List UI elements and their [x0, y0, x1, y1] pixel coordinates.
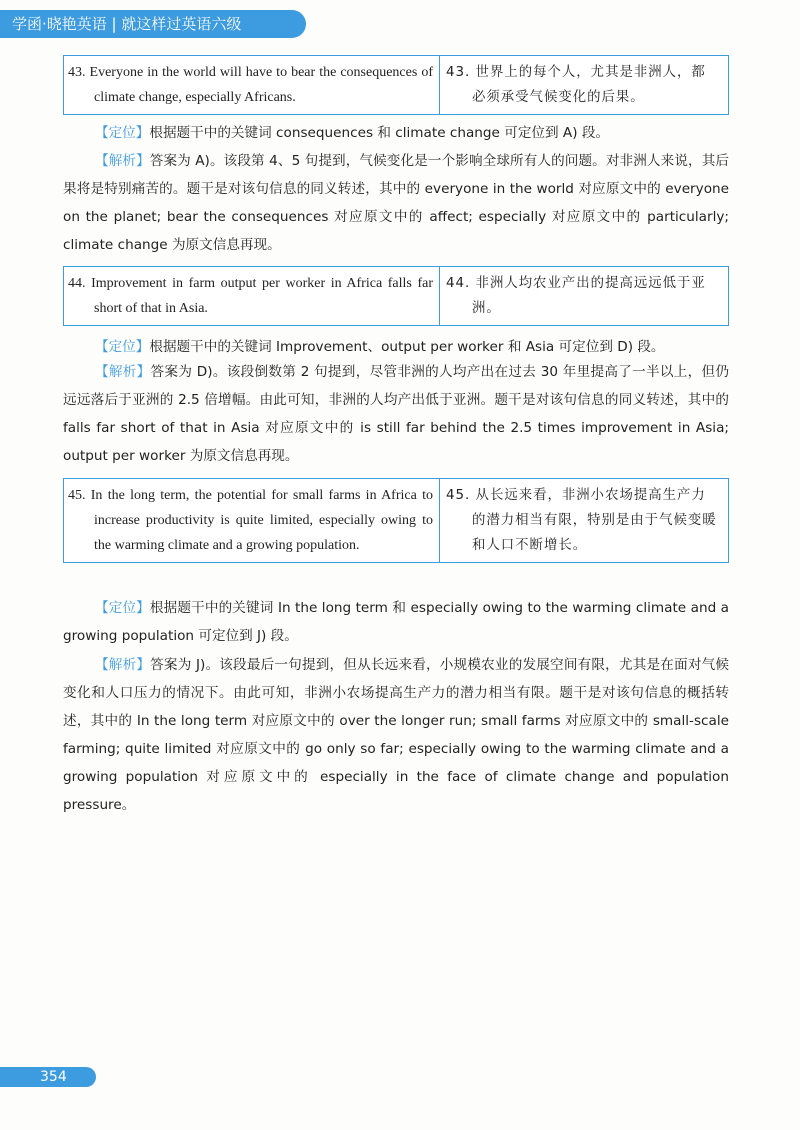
page-number: 354: [0, 1067, 96, 1087]
locate-tag: 【定位】: [95, 600, 150, 616]
question-chinese: 45. 从长远来看，非洲小农场提高生产力的潜力相当有限，特别是由于气候变暖和人口不断增长。: [446, 488, 717, 553]
locate-text: 根据题干中的关键词 consequences 和 climate change 可定位到 A) 段。: [149, 125, 610, 141]
running-header: 学函·晓艳英语 | 就这样过英语六级: [0, 10, 306, 38]
analysis-text: 答案为 D)。该段倒数第 2 句提到，尽管非洲的人均产出在过去 30 年里提高了一半以上，但仍远远落后于亚洲的 2.5 倍增幅。由此可知，非洲的人均产出低于亚洲。题干是对该句信息的同义转述，其中的 falls far short of that in Asia 对应原文中的 is still far behind the 2.5 times improvement in Asia; output per worker 为原文信息再现。: [63, 364, 730, 464]
analysis-tag: 【解析】: [95, 364, 151, 380]
locate-tag: 【定位】: [95, 125, 150, 141]
question-table-43: [63, 55, 729, 115]
question-chinese: 44. 非洲人均农业产出的提高远远低于亚洲。: [446, 276, 706, 316]
analysis-paragraph: [63, 651, 729, 819]
question-table-45: [63, 478, 729, 563]
analysis-tag: 【解析】: [95, 657, 151, 673]
locate-text: 根据题干中的关键词 In the long term 和 especially owing to the warming climate and a growing population 可定位到 J) 段。: [63, 600, 729, 644]
analysis-tag: 【解析】: [95, 153, 150, 169]
question-chinese: 43. 世界上的每个人，尤其是非洲人，都必须承受气候变化的后果。: [446, 65, 706, 105]
locate-paragraph: [63, 594, 729, 650]
analysis-text: 答案为 A)。该段第 4、5 句提到，气候变化是一个影响全球所有人的问题。对非洲人来说，其后果将是特别痛苦的。题干是对该句信息的同义转述，其中的 everyone in the world 对应原文中的 everyone on the planet; bear the consequences 对应原文中的 affect; especially 对应原文中的 particularly; climate change 为原文信息再现。: [63, 153, 729, 253]
analysis-paragraph: [63, 358, 729, 470]
question-english: 44. Improvement in farm output per worker in Africa falls far short of that in Asia.: [64, 267, 440, 325]
question-english: 43. Everyone in the world will have to bear the consequences of climate change, especially Africans.: [64, 56, 440, 114]
question-english: 45. In the long term, the potential for small farms in Africa to increase productivity is quite limited, especially owing to the warming climate and a growing population.: [64, 479, 440, 562]
locate-tag: 【定位】: [95, 339, 150, 355]
analysis-paragraph: [63, 147, 729, 259]
question-table-44: [63, 266, 729, 326]
locate-paragraph: [63, 119, 729, 147]
analysis-text: 答案为 J)。该段最后一句提到，但从长远来看，小规模农业的发展空间有限，尤其是在面对气候变化和人口压力的情况下。由此可知，非洲小农场提高生产力的潜力相当有限。题干是对该句信息的概括转述，其中的 In the long term 对应原文中的 over the longer run; small farms 对应原文中的 small-scale farming; quite limited 对应原文中的 go only so far; especially owing to the warming climate and a growing population 对应原文中的 especially in the face of climate change and population pressure。: [63, 657, 730, 813]
locate-text: 根据题干中的关键词 Improvement、output per worker 和 Asia 可定位到 D) 段。: [149, 339, 665, 355]
locate-paragraph: [63, 333, 729, 361]
